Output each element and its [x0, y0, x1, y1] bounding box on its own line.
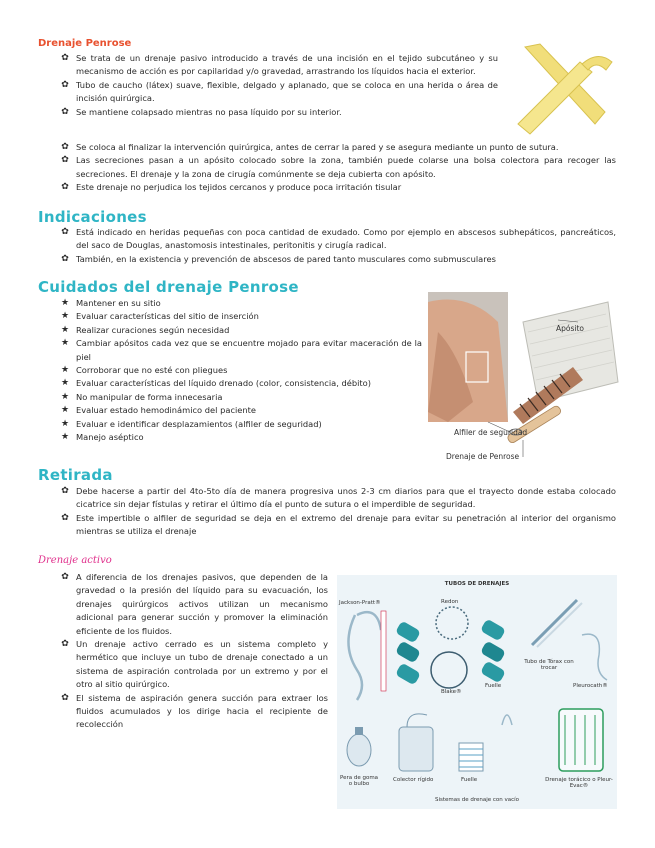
list-item: ✿ Se coloca al finalizar la intervención quirúrgica, antes de cerrar la pared y se asegura mediante un punto de sutura.	[76, 141, 616, 154]
list-item: ★ No manipular de forma innecesaria	[76, 391, 422, 404]
list-item: ✿ Las secreciones pasan a un apósito colocado sobre la zona, también puede colarse una bolsa colectora para recoger las secreciones. El drenaje y la zona de cirugía comúnmente se deja cubierta con apósito.	[76, 154, 616, 181]
toracico-label: Drenaje torácico o Pleur-Evac®	[545, 777, 613, 789]
star-bullet-icon: ★	[60, 418, 70, 429]
flower-bullet-icon: ✿	[61, 182, 69, 193]
list-item: ✿ Se mantiene colapsado mientras no pasa líquido por su interior.	[76, 106, 498, 119]
list-item: ✿ Este drenaje no perjudica los tejidos cercanos y produce poca irritación tisular	[76, 181, 616, 194]
flower-bullet-icon: ✿	[61, 227, 69, 237]
drenaje-label: Drenaje de Penrose	[446, 452, 520, 461]
jackson-label: Jackson-Pratt®	[339, 600, 381, 606]
penrose-title: Drenaje Penrose	[38, 38, 132, 49]
pera-label: Pera de goma o bulbo	[339, 775, 379, 787]
tubos-title: TUBOS DE DRENAJES	[444, 581, 510, 587]
flower-bullet-icon: ✿	[61, 639, 69, 650]
penrose-ribbon-image	[510, 42, 620, 137]
list-item: ★ Corroborar que no esté con pliegues	[76, 364, 422, 377]
star-bullet-icon: ★	[60, 432, 70, 443]
list-item: ★ Realizar curaciones según necesidad	[76, 324, 422, 337]
flower-bullet-icon: ✿	[61, 486, 69, 496]
cuidados-list	[60, 297, 422, 444]
flower-bullet-icon: ✿	[61, 155, 69, 166]
flower-bullet-icon: ✿	[61, 253, 69, 264]
blake-label: Blake®	[441, 689, 462, 695]
list-item: ✿ También, en la existencia y prevención de abscesos de pared tanto musculares como submusculares	[76, 253, 616, 266]
list-item: ★ Cambiar apósitos cada vez que se encuentre mojado para evitar maceración de la piel	[60, 338, 422, 362]
fuelle-label: Fuelle	[461, 777, 478, 783]
star-bullet-icon: ★	[60, 365, 70, 376]
penrose-wound-figure	[428, 292, 620, 464]
list-item: ✿ Tubo de caucho (látex) suave, flexible, delgado y aplanado, que se coloca en una herida o área de incisión quirúrgica.	[76, 79, 498, 106]
indicaciones-title: Indicaciones	[38, 208, 147, 226]
fuelle-top-label: Fuelle	[485, 683, 502, 689]
list-item: ★ Evaluar estado hemodinámico del paciente	[76, 404, 422, 417]
tubos-drenajes-figure	[337, 575, 617, 809]
star-bullet-icon: ★	[60, 338, 70, 349]
star-bullet-icon: ★	[60, 391, 70, 402]
list-item: ✿ Debe hacerse a partir del 4to-5to día de manera progresiva unos 2-3 cm diarios para que el trayecto donde estaba colocado cicatrice sin dejar fístulas y retirar el último día el punto de sutura o el imperdible de seguridad.	[76, 485, 616, 512]
list-item: ✿ Este impertible o alfiler de seguridad se deja en el extremo del drenaje para evitar su penetración al interior del organismo mientras se utiliza el drenaje	[76, 512, 616, 539]
list-item: ✿ A diferencia de los drenajes pasivos, que dependen de la gravedad o la presión del líquido para su evacuación, los drenajes quirúrgicos activos utilizan un mecanismo adicional para generar succión y promover la eliminación eficiente de los fluidos.	[76, 571, 328, 638]
redon-label: Redon	[441, 599, 459, 605]
penrose-list	[61, 52, 498, 119]
list-item: ✿ Está indicado en heridas pequeñas con poca cantidad de exudado. Como por ejemplo en abscesos subhepáticos, pancreáticos, del saco de Douglas, anastomosis intestinales, peritonitis y cirugía radical.	[76, 226, 616, 253]
list-item: ★ Manejo aséptico	[76, 431, 422, 444]
flower-bullet-icon: ✿	[61, 512, 69, 523]
retirada-title: Retirada	[38, 466, 113, 484]
star-bullet-icon: ★	[60, 378, 70, 389]
flower-bullet-icon: ✿	[61, 106, 69, 117]
activo-title: Drenaje activo	[38, 555, 112, 566]
list-item: ★ Evaluar características del líquido drenado (color, consistencia, débito)	[76, 377, 422, 390]
alfiler-label: Alfiler de seguridad	[454, 428, 528, 437]
flower-bullet-icon: ✿	[61, 572, 69, 582]
retirada-list	[61, 485, 616, 539]
list-item: ✿ El sistema de aspiración genera succión para extraer los fluidos acumulados y los dirige hacia el recipiente de recolección	[76, 692, 328, 732]
flower-bullet-icon: ✿	[61, 79, 69, 90]
aposito-label: Apósito	[556, 324, 585, 333]
colector-label: Colector rígido	[393, 777, 434, 783]
list-item: ★ Evaluar e identificar desplazamientos (alfiler de seguridad)	[76, 418, 422, 431]
list-item: ★ Evaluar características del sitio de inserción	[76, 310, 422, 323]
torax-label: Tubo de Tórax con trocar	[524, 659, 574, 671]
star-bullet-icon: ★	[60, 298, 70, 308]
flower-bullet-icon: ✿	[61, 142, 69, 152]
pleurocath-label: Pleurocath®	[573, 683, 608, 689]
indicaciones-list	[61, 226, 616, 266]
tubos-caption: Sistemas de drenaje con vacío	[434, 797, 520, 803]
flower-bullet-icon: ✿	[61, 53, 69, 63]
list-item: ✿ Un drenaje activo cerrado es un sistema completo y hermético que incluye un tubo de drenaje conectado a un sistema de aspiración controlada por un extremo y por el otro al sitio quirúrgico.	[76, 638, 328, 692]
star-bullet-icon: ★	[60, 405, 70, 416]
penrose-list-wide	[61, 141, 616, 195]
cuidados-title: Cuidados del drenaje Penrose	[38, 278, 299, 296]
star-bullet-icon: ★	[60, 324, 70, 335]
activo-list	[61, 571, 328, 732]
star-bullet-icon: ★	[60, 311, 70, 322]
list-item: ✿ Se trata de un drenaje pasivo introducido a través de una incisión en el tejido subcutáneo y su mecanismo de acción es por capilaridad y/o gravedad, arrastrando los líquidos hacia el exterior.	[76, 52, 498, 79]
flower-bullet-icon: ✿	[61, 692, 69, 703]
list-item: ★ Mantener en su sitio	[76, 297, 422, 310]
